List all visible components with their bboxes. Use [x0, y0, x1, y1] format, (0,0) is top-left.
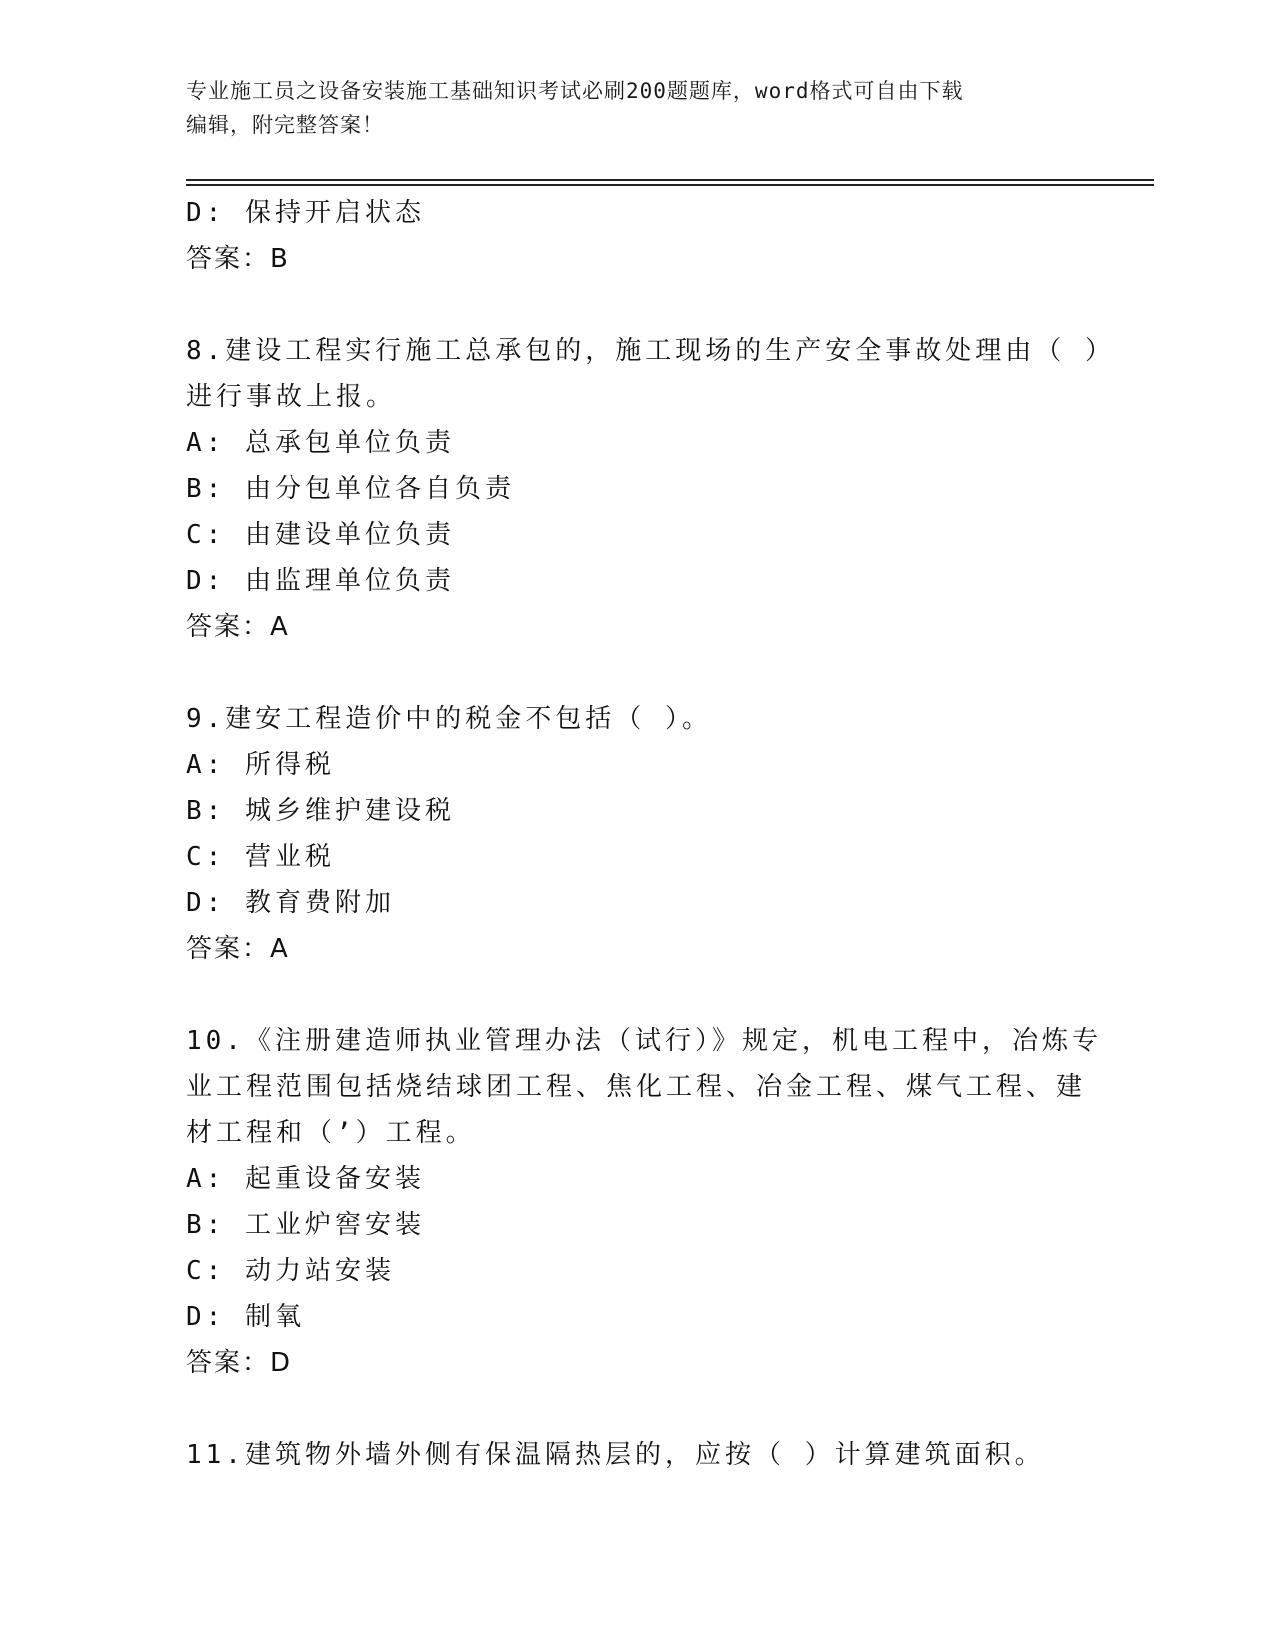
- spacer: [186, 972, 1086, 1018]
- question-list: [186, 190, 1115, 1478]
- question-text: 进行事故上报。: [186, 382, 397, 412]
- option-c: C: 由建设单位负责: [186, 520, 455, 550]
- header-rule-bottom: [186, 184, 1154, 186]
- option-a: A: 所得税: [186, 750, 335, 780]
- question-text: 9.建安工程造价中的税金不包括（ ）。: [186, 704, 712, 734]
- option-b: B: 城乡维护建设税: [186, 796, 455, 826]
- option-c: C: 营业税: [186, 842, 335, 872]
- option-d: D: 教育费附加: [186, 888, 395, 918]
- question-text: 11.建筑物外墙外侧有保温隔热层的，应按（ ）计算建筑面积。: [186, 1440, 1045, 1470]
- question-text: 10.《注册建造师执业管理办法（试行）》规定，机电工程中，冶炼专: [186, 1026, 1102, 1056]
- header-rule-top: [186, 179, 1154, 181]
- header-line-2: 编辑，附完整答案！: [186, 113, 384, 137]
- answer: 答案：B: [186, 244, 290, 274]
- option-b: B: 由分包单位各自负责: [186, 474, 515, 504]
- answer: 答案：D: [186, 1348, 293, 1378]
- option-a: A: 总承包单位负责: [186, 428, 455, 458]
- question-9: [186, 696, 1086, 972]
- answer: 答案：A: [186, 612, 290, 642]
- question-10: [186, 1018, 1102, 1386]
- spacer: [186, 1386, 1086, 1432]
- question-text: 材工程和（’）工程。: [186, 1118, 476, 1148]
- option-a: A: 起重设备安装: [186, 1164, 425, 1194]
- option-d: D: 由监理单位负责: [186, 566, 455, 596]
- question-text: 8.建设工程实行施工总承包的，施工现场的生产安全事故处理由（ ）: [186, 336, 1115, 366]
- spacer: [186, 650, 1086, 696]
- question-text: 业工程范围包括烧结球团工程、焦化工程、冶金工程、煤气工程、建: [186, 1072, 1087, 1102]
- document-header: [186, 74, 1086, 142]
- question-8: [186, 328, 1115, 650]
- answer: 答案：A: [186, 934, 290, 964]
- option-c: C: 动力站安装: [186, 1256, 395, 1286]
- option-d: D: 保持开启状态: [186, 198, 425, 228]
- question-11: [186, 1432, 1086, 1478]
- question-7-tail: [186, 190, 1086, 282]
- option-d: D: 制氧: [186, 1302, 305, 1332]
- option-b: B: 工业炉窖安装: [186, 1210, 425, 1240]
- header-line-1: 专业施工员之设备安装施工基础知识考试必刷200题题库，word格式可自由下载: [186, 79, 964, 103]
- spacer: [186, 282, 1086, 328]
